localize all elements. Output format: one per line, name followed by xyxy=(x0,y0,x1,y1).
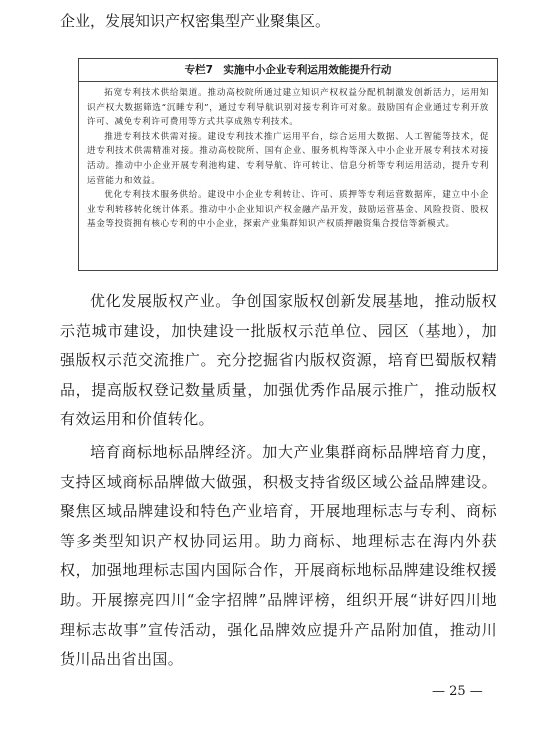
column-paragraph-2: 推进专利技术供需对接。建设专利技术推广运用平台，综合运用大数据、人工智能等技术，促进专利技术供需精准对接。推动高校院所、国有企业、服务机构等深入中小企业开展专利技术对接活动。推动中小企业开展专利池构建、专利导航、许可转让、信息分析等专利运用活动，提升专利运营能力和效益。 xyxy=(87,131,489,186)
column-paragraph-1: 拓宽专利技术供给渠道。推动高校院所通过建立知识产权权益分配机制激发创新活力，运用知识产权大数据筛选“沉睡专利”，通过专利导航识别对接专利许可对象。鼓励国有企业通过专利开放许可、减免专利许可费用等方式共享成熟专利技术。 xyxy=(87,88,489,128)
column-paragraph-3: 优化专利技术服务供给。建设中小企业专利转让、许可、质押等专利运营数据库，建立中小企业专利转移转化统计体系。推动中小企业知识产权金融产品开发，鼓励运营基金、风险投资、股权基金等投资拥有核心专利的中小企业，探索产业集群知识产权质押融资集合授信等新模式。 xyxy=(87,190,489,230)
page-number: — 25 — xyxy=(432,684,483,699)
paragraph-copyright-industry: 优化发展版权产业。争创国家版权创新发展基地，推动版权示范城市建设，加快建设一批版权示范单位、园区（基地），加强版权示范交流推广。充分挖掘省内版权资源，培育巴蜀版权精品，提高版权登记数量质量，加强优秀作品展示推广，推动版权有效运用和价值转化。 xyxy=(60,292,497,429)
column-box-title: 专栏7 实施中小企业专利运用效能提升行动 xyxy=(79,59,497,82)
body-text xyxy=(60,287,497,678)
column-box-body xyxy=(79,82,497,232)
continued-text-line: 企业，发展知识产权密集型产业聚集区。 xyxy=(60,12,331,30)
paragraph-trademark-brand: 培育商标地标品牌经济。加大产业集群商标品牌培育力度，支持区域商标品牌做大做强，积极支持省级区域公益品牌建设。聚焦区域品牌建设和特色产业培育，开展地理标志与专利、商标等多类型知识产权协同运用。助力商标、地理标志在海内外获权，加强地理标志国内国际合作，开展商标地标品牌建设维权援助。开展擦亮四川“金字招牌”品牌评榜，组织开展“讲好四川地理标志故事”宣传活动，强化品牌效应提升产品附加值，推动川货川品出省出国。 xyxy=(60,442,497,669)
column-box xyxy=(78,58,498,271)
